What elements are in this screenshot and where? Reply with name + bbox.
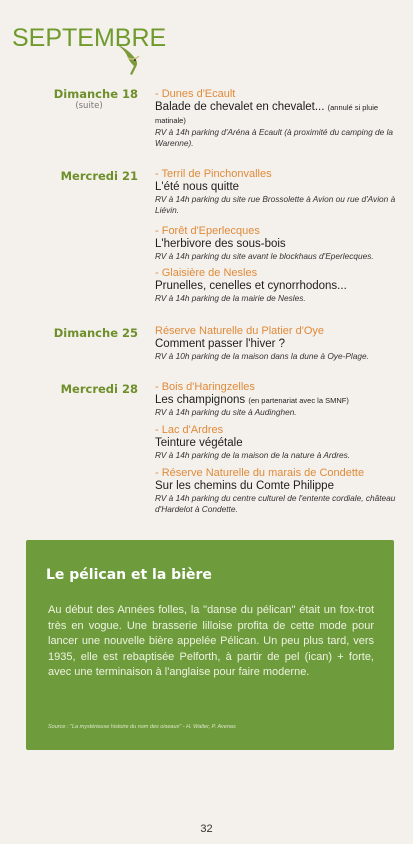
- event-rendezvous: RV à 14h parking de la maison de la nature à Ardres.: [155, 450, 351, 460]
- event-rendezvous: RV à 14h parking du site rue Brossolette à Avion ou rue d'Avion à Liévin.: [155, 194, 396, 215]
- event-item: [155, 324, 407, 362]
- event-item: [155, 87, 407, 149]
- day-label: Mercredi 28: [60, 382, 138, 396]
- event-name: Balade de chevalet en chevalet...: [155, 101, 325, 113]
- event-rendezvous: RV à 14h parking du centre culturel de l'entente cordiale, château d'Hardelot à Condette.: [155, 493, 396, 514]
- event-place: - Terril de Pinchonvalles: [155, 168, 272, 180]
- event-rendezvous: RV à 14h parking d'Aréna à Ecault (à proximité du camping de la Warenne).: [155, 127, 394, 148]
- event-place: - Dunes d'Ecault: [155, 88, 236, 100]
- event-place: - Bois d'Haringzelles: [155, 381, 255, 393]
- month-title: SEPTEMBRE: [12, 24, 167, 52]
- info-box-title: Le pélican et la bière: [46, 567, 212, 583]
- event-item: [155, 423, 407, 461]
- event-place: - Glaisière de Nesles: [155, 267, 258, 279]
- event-name: Sur les chemins du Comte Philippe: [155, 480, 334, 492]
- event-place: - Réserve Naturelle du marais de Condette: [155, 467, 365, 479]
- event-item: [155, 466, 407, 515]
- event-place: - Forêt d'Eperlecques: [155, 225, 260, 237]
- event-item: [155, 266, 407, 304]
- event-name-row: [155, 394, 407, 407]
- event-item: [155, 167, 407, 216]
- event-place: Réserve Naturelle du Platier d'Oye: [155, 325, 325, 337]
- event-name: Comment passer l'hiver ?: [155, 338, 286, 350]
- day-sub: (suite): [75, 101, 103, 111]
- event-name: Les champignons: [155, 394, 246, 406]
- day-label: [0, 87, 150, 111]
- event-rendezvous: RV à 14h parking du site avant le blockhaus d'Eperlecques.: [155, 251, 374, 261]
- event-rendezvous: RV à 14h parking du site à Audinghen.: [155, 407, 297, 417]
- page-number: 32: [200, 823, 213, 835]
- day-label: Dimanche 25: [53, 326, 138, 340]
- event-name: Teinture végétale: [155, 437, 243, 449]
- event-place: - Lac d'Ardres: [155, 424, 224, 436]
- event-name: L'été nous quitte: [155, 181, 240, 193]
- info-box: [26, 540, 394, 750]
- event-note: (en partenariat avec la SMNF): [248, 396, 349, 405]
- event-item: [155, 224, 407, 262]
- info-box-source: Source : "La mystérieuse histoire du nom des oiseaux" - H. Walter, P. Avenas: [48, 724, 236, 730]
- event-note: (annulé si pluie matinale): [155, 103, 379, 125]
- day-label-text: Dimanche 18: [53, 87, 138, 101]
- event-rendezvous: RV à 14h parking de la mairie de Nesles.: [155, 293, 306, 303]
- event-item: [155, 380, 407, 418]
- day-label: Mercredi 21: [60, 169, 138, 183]
- event-name: L'herbivore des sous-bois: [155, 238, 286, 250]
- event-rendezvous: RV à 10h parking de la maison dans la dune à Oye-Plage.: [155, 351, 369, 361]
- info-box-text: Au début des Années folles, la "danse du pélican" était un fox-trot très en vogue. Une brasserie lilloise profita de cette mode pour lancer une nouvelle bière appelée Pélican. Un peu plus tard, vers 1935, elle est rebaptisée Pelforth, à partir de pel (ican) + forte, avec une terminaison à l'anglaise pour faire moderne.: [48, 604, 374, 678]
- event-name-row: [155, 101, 407, 127]
- bird-illustration-icon: [112, 42, 142, 76]
- event-name: Prunelles, cenelles et cynorrhodons...: [155, 280, 347, 292]
